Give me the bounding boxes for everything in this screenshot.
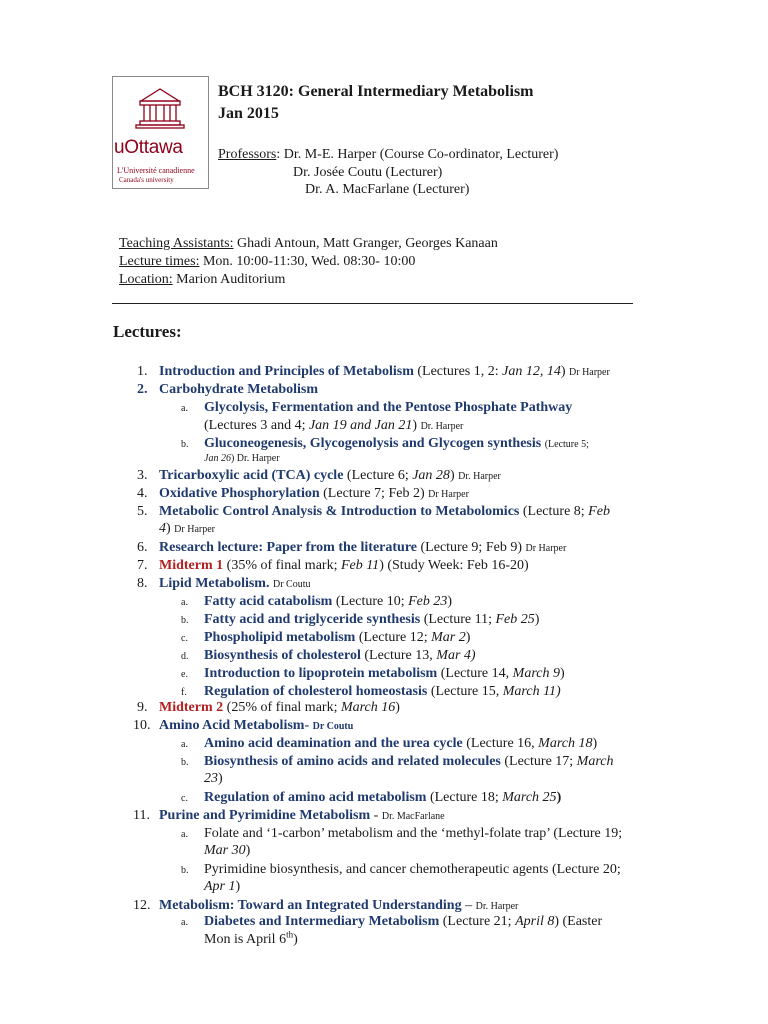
location-label: Location: — [119, 272, 173, 287]
lecture-item: Introduction to lipoprotein metabolism (Lecture 14, March 9) — [204, 666, 565, 681]
lecture-times — [119, 254, 415, 270]
list-marker: a. — [181, 739, 188, 750]
lecture-item: Diabetes and Intermediary Metabolism (Lecture 21; April 8) (Easter — [204, 914, 603, 929]
lecture-item: Purine and Pyrimidine Metabolism - Dr. MacFarlane — [159, 808, 445, 823]
lecture-item-continuation: Apr 1) — [204, 879, 241, 894]
lecture-item-continuation: Mar 30) — [204, 843, 251, 858]
lecture-item: Folate and ‘1-carbon’ metabolism and the ‘methyl-folate trap’ (Lecture 19; — [204, 826, 623, 841]
lecture-item: Regulation of cholesterol homeostasis (Lecture 15, March 11) — [204, 684, 561, 699]
lecture-item: Oxidative Phosphorylation (Lecture 7; Feb 2) Dr Harper — [159, 486, 469, 501]
list-marker: a. — [181, 829, 188, 840]
list-marker: 1. — [137, 364, 148, 379]
lecture-item: Midterm 2 (25% of final mark; March 16) — [159, 700, 400, 715]
list-marker: f. — [181, 687, 187, 698]
list-marker: 7. — [137, 558, 148, 573]
course-title: BCH 3120: General Intermediary Metabolism — [218, 83, 534, 100]
lecture-item: Introduction and Principles of Metabolism (Lectures 1, 2: Jan 12, 14) Dr Harper — [159, 364, 610, 379]
lectures-heading: Lectures: — [113, 322, 182, 341]
lecture-item: Research lecture: Paper from the literature (Lecture 9; Feb 9) Dr Harper — [159, 540, 567, 555]
list-marker: e. — [181, 669, 188, 680]
list-marker: 8. — [137, 576, 148, 591]
ta-value: Ghadi Antoun, Matt Granger, Georges Kanaan — [237, 236, 498, 251]
list-marker: 6. — [137, 540, 148, 555]
lecture-item: Carbohydrate Metabolism — [159, 382, 319, 397]
lecture-item: Midterm 1 (35% of final mark; Feb 11) (Study Week: Feb 16-20) — [159, 558, 529, 573]
lecture-item: Pyrimidine biosynthesis, and cancer chemotherapeutic agents (Lecture 20; — [204, 862, 621, 877]
lecture-item: Tricarboxylic acid (TCA) cycle (Lecture 6; Jan 28) Dr. Harper — [159, 468, 501, 483]
list-marker: 2. — [137, 382, 148, 397]
logo-wordmark: uOttawa — [114, 137, 183, 158]
professor-1: Dr. M-E. Harper (Course Co-ordinator, Lecturer) — [283, 147, 559, 162]
list-marker: 9. — [137, 700, 148, 715]
lecture-item: Fatty acid catabolism (Lecture 10; Feb 23) — [204, 594, 453, 609]
logo-tagline-en: Canada's university — [119, 176, 174, 184]
list-marker: a. — [181, 403, 188, 414]
list-marker: b. — [181, 615, 189, 626]
lecture-item: Gluconeogenesis, Glycogenolysis and Glycogen synthesis (Lecture 5; — [204, 436, 589, 451]
lecture-item-continuation: Mon is April 6th) — [204, 929, 298, 947]
list-marker: b. — [181, 757, 189, 768]
list-marker: a. — [181, 597, 188, 608]
uottawa-logo — [112, 76, 209, 189]
list-marker: 10. — [133, 718, 151, 733]
lecture-item-continuation: 4) Dr Harper — [159, 521, 215, 536]
list-marker: 3. — [137, 468, 148, 483]
teaching-assistants — [119, 236, 498, 252]
lecture-item: Fatty acid and triglyceride synthesis (Lecture 11; Feb 25) — [204, 612, 540, 627]
list-marker: b. — [181, 439, 189, 450]
lecture-item-continuation: (Lectures 3 and 4; Jan 19 and Jan 21) Dr. Harper — [204, 418, 464, 433]
lecture-item: Amino acid deamination and the urea cycle (Lecture 16, March 18) — [204, 736, 598, 751]
professor-3: Dr. A. MacFarlane (Lecturer) — [305, 182, 470, 197]
course-date: Jan 2015 — [218, 105, 279, 122]
list-marker: c. — [181, 633, 188, 644]
divider — [112, 303, 633, 304]
professors-line: Professors: Dr. M-E. Harper (Course Co-ordinator, Lecturer) — [218, 147, 559, 162]
lecture-item: Lipid Metabolism. Dr Coutu — [159, 576, 311, 591]
list-marker: d. — [181, 651, 189, 662]
professor-2: Dr. Josée Coutu (Lecturer) — [293, 165, 443, 180]
list-marker: c. — [181, 793, 188, 804]
ta-label: Teaching Assistants: — [119, 236, 234, 251]
lecture-item: Metabolic Control Analysis & Introduction to Metabolomics (Lecture 8; Feb — [159, 504, 610, 519]
location-value: Marion Auditorium — [176, 272, 286, 287]
lecture-item: Phospholipid metabolism (Lecture 12; Mar 2) — [204, 630, 471, 645]
list-marker: 4. — [137, 486, 148, 501]
lecture-item-continuation: Jan 26) Dr. Harper — [204, 453, 280, 464]
lecture-item: Regulation of amino acid metabolism (Lecture 18; March 25) — [204, 790, 562, 805]
list-marker: 12. — [133, 898, 151, 913]
list-marker: a. — [181, 917, 188, 928]
professors-label: Professors — [218, 147, 277, 162]
lecture-item: Biosynthesis of cholesterol (Lecture 13, Mar 4) — [204, 648, 476, 663]
times-label: Lecture times: — [119, 254, 200, 269]
list-marker: 5. — [137, 504, 148, 519]
logo-tagline-fr: L'Université canadienne — [117, 166, 195, 175]
lecture-item: Amino Acid Metabolism- Dr Coutu — [159, 718, 354, 733]
lecture-item: Glycolysis, Fermentation and the Pentose Phosphate Pathway — [204, 400, 573, 415]
times-value: Mon. 10:00-11:30, Wed. 08:30- 10:00 — [202, 254, 416, 269]
lecture-item-continuation: 23) — [204, 771, 223, 786]
list-marker: 11. — [133, 808, 150, 823]
lecture-item: Biosynthesis of amino acids and related molecules (Lecture 17; March — [204, 754, 614, 769]
lecture-item: Metabolism: Toward an Integrated Understanding – Dr. Harper — [159, 898, 519, 913]
list-marker: b. — [181, 865, 189, 876]
location — [119, 272, 285, 288]
